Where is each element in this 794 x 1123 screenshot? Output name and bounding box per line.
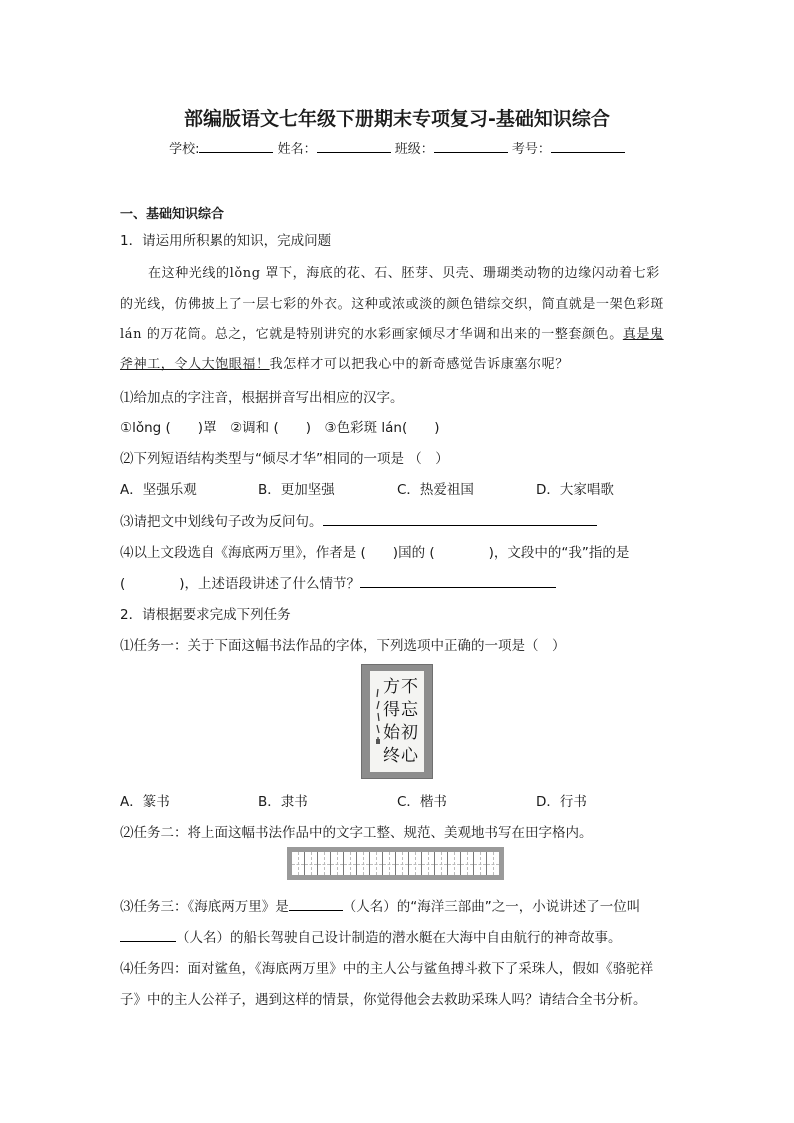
school-field[interactable]	[199, 138, 273, 153]
q2-task3-line1	[120, 895, 640, 915]
grid-cell[interactable]	[448, 852, 461, 875]
q1-option-b[interactable]: B．更加坚强	[258, 482, 335, 498]
q2-task4-line2: 子》中的主人公祥子，遇到这样的情景，你觉得他会去救助采珠人吗？请结合全书分析。	[120, 992, 647, 1008]
number-label: 考号：	[511, 142, 551, 157]
name-field[interactable]	[317, 138, 391, 153]
page-title: 部编版语文七年级下册期末专项复习-基础知识综合	[184, 108, 610, 130]
q1-stem: 1．请运用所积累的知识，完成问题	[120, 233, 332, 249]
author-answer-field[interactable]	[289, 896, 343, 911]
q1-option-c[interactable]: C．热爱祖国	[397, 482, 474, 498]
passage-line-1: 在这种光线的lǒng 罩下，海底的花、石、胚芽、贝壳、珊瑚类动物的边缘闪动着七彩	[148, 266, 660, 281]
grid-cell[interactable]	[305, 852, 318, 875]
name-label: 姓名：	[277, 142, 317, 157]
q1-sub2: ⑵下列短语结构类型与“倾尽才华”相同的一项是 （ ）	[120, 451, 449, 467]
grid-cell[interactable]	[461, 852, 474, 875]
grid-cell[interactable]	[292, 852, 305, 875]
grid-cell[interactable]	[331, 852, 344, 875]
q2-task3-text-b: （人名）的“海洋三部曲”之一，小说讲述了一位叫	[342, 899, 641, 915]
grid-cell[interactable]	[344, 852, 357, 875]
calligraphy-char: 忘	[401, 700, 418, 720]
q1-sub3-answer-field[interactable]	[323, 511, 597, 526]
calligraphy-char: 方	[383, 677, 400, 697]
student-info-line	[0, 138, 794, 157]
q2-option-a[interactable]: A．篆书	[120, 794, 170, 810]
grid-cell[interactable]	[357, 852, 370, 875]
q1-sub1-items: ①lǒng ( )罩 ②调和 ( ) ③色彩斑 lán( )	[120, 420, 440, 436]
q2-task3-text-c: （人名）的船长驾驶自己设计制造的潜水艇在大海中自由航行的神奇故事。	[176, 930, 622, 946]
calligraphy-char: 始	[383, 723, 400, 743]
tianzige-cells	[292, 852, 499, 875]
q2-option-d[interactable]: D．行书	[536, 794, 587, 810]
q2-task3-line2	[120, 926, 622, 946]
grid-cell[interactable]	[396, 852, 409, 875]
passage-line-4-text: 我怎样才可以把我心中的新奇感觉告诉康塞尔呢？	[269, 357, 569, 372]
tianzige-grid[interactable]	[287, 847, 504, 880]
q2-option-c[interactable]: C．楷书	[397, 794, 447, 810]
q1-option-a[interactable]: A．坚强乐观	[120, 482, 197, 498]
school-label: 学校:	[169, 142, 200, 157]
passage-line-2: 的光线，仿佛披上了一层七彩的外衣。这种或浓或淡的颜色错综交织，简直就是一架色彩斑	[120, 297, 665, 312]
passage-line-3-text: lán 的万花筒。总之，它就是特别讲究的水彩画家倾尽才华调和出来的一整套颜色。	[120, 327, 623, 342]
class-field[interactable]	[434, 138, 508, 153]
grid-cell[interactable]	[474, 852, 487, 875]
calligraphy-char: 初	[401, 723, 418, 743]
class-label: 班级：	[394, 142, 434, 157]
signature-mark	[374, 687, 382, 745]
captain-answer-field[interactable]	[120, 927, 176, 942]
q2-task1: ⑴任务一：关于下面这幅书法作品的字体，下列选项中正确的一项是（ ）	[120, 638, 566, 654]
q1-sub4-answer-field[interactable]	[360, 573, 556, 588]
q2-stem: 2．请根据要求完成下列任务	[120, 607, 291, 623]
grid-cell[interactable]	[370, 852, 383, 875]
calligraphy-char: 不	[401, 677, 418, 697]
underlined-sentence-part2: 斧神工，令人大饱眼福！	[120, 357, 270, 372]
q1-sub4-line1: ⑷以上文段选自《海底两万里》，作者是 ( )国的 ( )，文段中的“我”指的是	[120, 545, 630, 561]
calligraphy-char: 心	[401, 746, 418, 766]
grid-cell[interactable]	[383, 852, 396, 875]
q1-sub3	[120, 510, 597, 530]
calligraphy-char: 终	[383, 746, 400, 766]
calligraphy-char: 得	[383, 700, 400, 720]
q2-task4-line1: ⑷任务四：面对鲨鱼，《海底两万里》中的主人公与鲨鱼搏斗救下了采珠人，假如《骆驼祥	[120, 961, 654, 977]
q2-option-b[interactable]: B．隶书	[258, 794, 308, 810]
q1-sub3-text: ⑶请把文中划线句子改为反问句。	[120, 514, 323, 530]
q1-sub4-line2-text: ( )，上述语段讲述了什么情节？	[120, 576, 361, 592]
q1-sub1: ⑴给加点的字注音，根据拼音写出相应的汉字。	[120, 390, 404, 406]
q2-task3-text-a: ⑶任务三：《海底两万里》是	[120, 899, 289, 915]
grid-cell[interactable]	[409, 852, 422, 875]
underlined-sentence-part1: 真是鬼	[622, 327, 664, 342]
grid-cell[interactable]	[422, 852, 435, 875]
calligraphy-image	[361, 664, 433, 779]
grid-cell[interactable]	[487, 852, 499, 875]
q2-task2: ⑵任务二：将上面这幅书法作品中的文字工整、规范、美观地书写在田字格内。	[120, 825, 593, 841]
calligraphy-paper	[370, 671, 424, 772]
q1-sub4-line2	[120, 572, 556, 592]
grid-cell[interactable]	[318, 852, 331, 875]
section-heading: 一、基础知识综合	[120, 207, 225, 222]
grid-cell[interactable]	[435, 852, 448, 875]
q1-option-d[interactable]: D．大家唱歌	[536, 482, 614, 498]
passage-line-4	[120, 353, 569, 372]
passage-line-3	[120, 323, 664, 342]
number-field[interactable]	[551, 138, 625, 153]
